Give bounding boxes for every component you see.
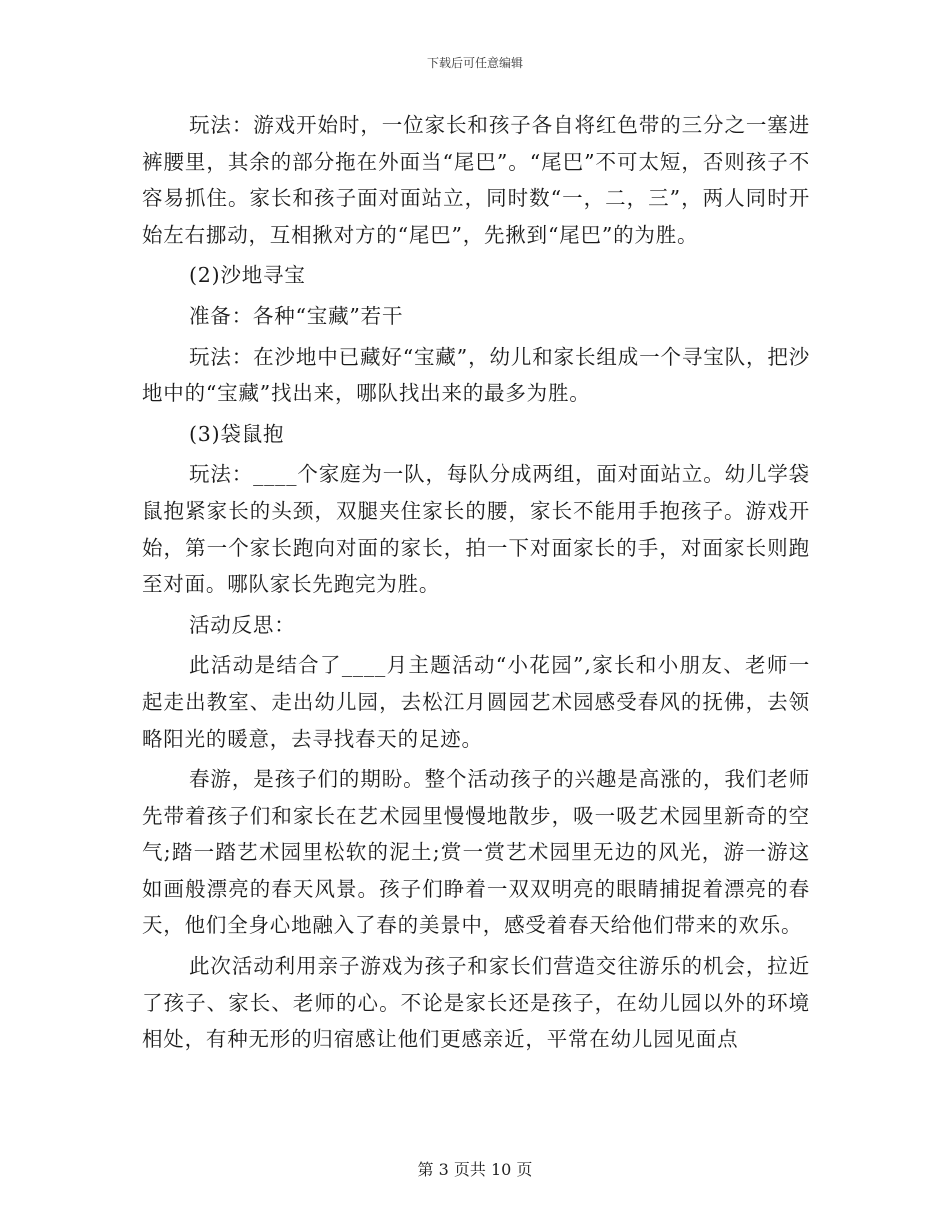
paragraph-play-rules-kangaroo: 玩法：____个家庭为一队，每队分成两组，面对面站立。幼儿学袋鼠抱紧家长的头颈，双腿夹住家长的腰，家长不能用手抱孩子。游戏开始，第一个家长跑向对面的家长，拍一下对面家长的手，对面家长则跑至对面。哪队家长先跑完为胜。	[142, 462, 810, 597]
paragraph-preparation: 准备：各种“宝藏”若干	[189, 303, 404, 328]
paragraph-spring-outing: 春游，是孩子们的期盼。整个活动孩子的兴趣是高涨的，我们老师先带着孩子们和家长在艺术园里慢慢地散步，吸一吸艺术园里新奇的空气;踏一踏艺术园里松软的泥土;赏一赏艺术园里无边的风光，游一游这如画般漂亮的春天风景。孩子们睁着一双双明亮的眼睛捕捉着漂亮的春天，他们全身心地融入了春的美景中，感受着春天给他们带来的欢乐。	[142, 767, 810, 938]
document-body	[142, 107, 810, 1058]
page-header: 下载后可任意编辑	[426, 56, 523, 70]
paragraph-play-rules-tail-game: 玩法：游戏开始时，一位家长和孩子各自将红色带的三分之一塞进裤腰里，其余的部分拖在外面当“尾巴”。“尾巴”不可太短，否则孩子不容易抓住。家长和孩子面对面站立，同时数“一，二，三”，两人同时开始左右挪动，互相揪对方的“尾巴”，先揪到“尾巴”的为胜。	[142, 113, 810, 247]
heading-activity-reflection: 活动反思：	[189, 612, 296, 637]
paragraph-reflection-intro: 此活动是结合了____月主题活动“小花园”,家长和小朋友、老师一起走出教室、走出幼儿园，去松江月圆园艺术园感受春风的抚佛，去领略阳光的暖意，去寻找春天的足迹。	[142, 653, 810, 751]
heading-kangaroo-hug: (3)袋鼠抱	[189, 421, 285, 446]
paragraph-parent-child-games: 此次活动利用亲子游戏为孩子和家长们营造交往游乐的机会，拉近了孩子、家长、老师的心。不论是家长还是孩子，在幼儿园以外的环境相处，有种无形的归宿感让他们更感亲近，平常在幼儿园见面点	[142, 954, 810, 1052]
page-footer: 第 3 页共 10 页	[417, 1160, 533, 1179]
paragraph-play-rules-treasure: 玩法：在沙地中已藏好“宝藏”，幼儿和家长组成一个寻宝队，把沙地中的“宝藏”找出来，哪队找出来的最多为胜。	[142, 344, 810, 406]
heading-sand-treasure: (2)沙地寻宝	[189, 263, 306, 288]
